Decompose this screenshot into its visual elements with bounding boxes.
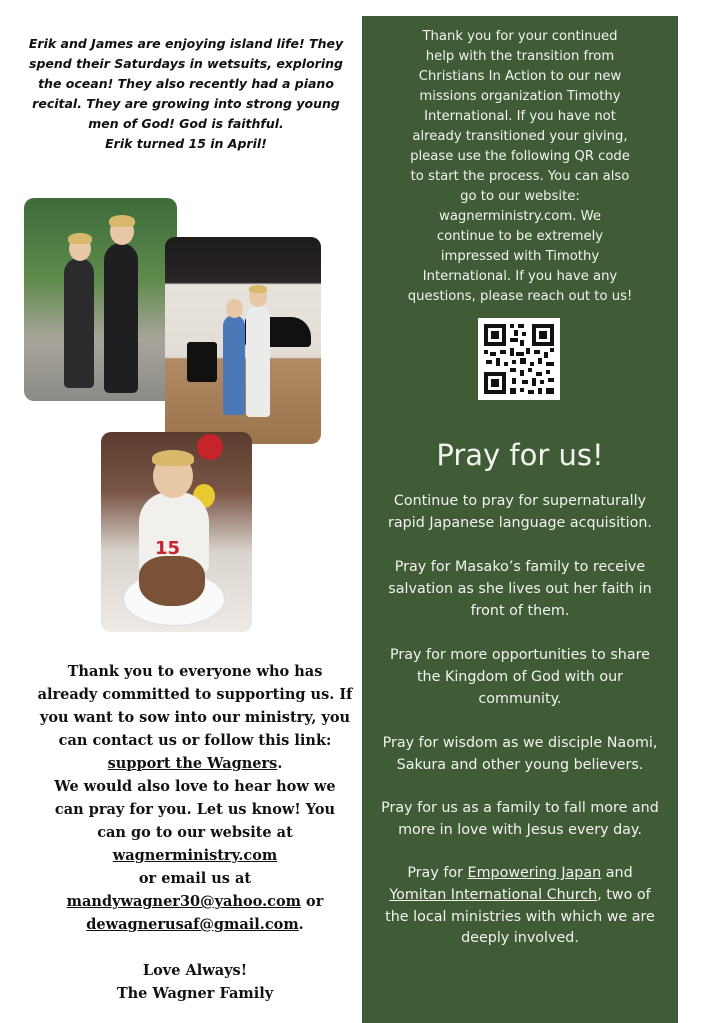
intro-line: Erik turned 15 in April! bbox=[105, 136, 267, 151]
prayer-line: deeply involved. bbox=[461, 930, 579, 947]
boy-head bbox=[226, 299, 243, 318]
prayer-item bbox=[366, 863, 674, 950]
thanks-line: International. If you have not bbox=[424, 109, 616, 124]
piano-bench bbox=[187, 342, 217, 382]
intro-line: the ocean! They also recently had a piano bbox=[38, 76, 334, 91]
boy-figure bbox=[104, 243, 138, 393]
prayer-line: the local ministries with which we are bbox=[385, 908, 655, 925]
thanks-line: impressed with Timothy bbox=[440, 249, 600, 264]
boy-hair bbox=[249, 285, 267, 293]
boy-hair bbox=[68, 233, 92, 244]
prayer-line: Pray for us as a family to fall more and bbox=[381, 800, 659, 816]
prayer-line: Pray for wisdom as we disciple Naomi, bbox=[382, 735, 658, 751]
thanks-text bbox=[366, 27, 674, 307]
signoff-line: Love Always! bbox=[142, 962, 248, 979]
thanks-line: International. If you have any bbox=[422, 269, 618, 284]
empowering-japan-link[interactable]: Empowering Japan bbox=[467, 865, 602, 881]
prayer-item bbox=[366, 491, 674, 535]
intro-line: men of God! God is faithful. bbox=[88, 116, 284, 131]
prayer-text: Pray for bbox=[407, 865, 468, 881]
thanks-line: please use the following QR code bbox=[410, 149, 630, 164]
email-link-dewagner[interactable]: dewagnerusaf@gmail.com bbox=[86, 916, 299, 933]
outro-line: can go to our website at bbox=[97, 824, 293, 841]
outro-line: you want to sow into our ministry, you bbox=[39, 709, 351, 726]
prayer-item bbox=[366, 798, 674, 842]
thanks-line: go to our website: bbox=[460, 189, 580, 204]
prayer-line: salvation as she lives out her faith in bbox=[388, 580, 652, 597]
recital-photo bbox=[165, 237, 321, 444]
punctuation: . bbox=[277, 755, 283, 772]
prayer-item bbox=[366, 557, 674, 622]
qr-code[interactable] bbox=[478, 318, 560, 400]
intro-line: recital. They are growing into strong young bbox=[32, 96, 340, 111]
cake bbox=[139, 556, 205, 606]
boy-figure bbox=[246, 305, 270, 417]
qr-code-icon bbox=[478, 318, 560, 400]
prayer-line: community. bbox=[478, 690, 562, 707]
outro-line: already committed to supporting us. If bbox=[37, 686, 353, 703]
thanks-line: already transitioned your giving, bbox=[412, 129, 628, 144]
boy-figure bbox=[64, 258, 94, 388]
thanks-line: wagnerministry.com. We bbox=[439, 209, 601, 224]
prayer-item bbox=[366, 645, 674, 710]
boy-figure bbox=[223, 315, 245, 415]
thanks-line: missions organization Timothy bbox=[419, 89, 621, 104]
prayer-line: Pray for more opportunities to share bbox=[390, 647, 650, 663]
thanks-line: help with the transition from bbox=[425, 49, 615, 64]
thanks-line: to start the process. You can also bbox=[410, 169, 630, 184]
wetsuits-photo bbox=[24, 198, 177, 401]
thanks-line: Thank you for your continued bbox=[422, 29, 618, 44]
prayer-line: the Kingdom of God with our bbox=[416, 668, 624, 685]
outro-line: can pray for you. Let us know! You bbox=[54, 801, 336, 818]
thanks-line: questions, please reach out to us! bbox=[407, 289, 633, 304]
or-text: or bbox=[300, 893, 324, 910]
intro-line: spend their Saturdays in wetsuits, exploring bbox=[29, 56, 343, 71]
cake-number-candle: 15 bbox=[155, 538, 181, 559]
pray-title: Pray for us! bbox=[436, 438, 604, 472]
boy-hair bbox=[109, 215, 135, 227]
prayer-line: Sakura and other young believers. bbox=[396, 756, 644, 773]
prayer-line: rapid Japanese language acquisition. bbox=[388, 514, 652, 531]
prayer-line: Pray for Masako’s family to receive bbox=[394, 559, 646, 575]
prayer-item bbox=[366, 733, 674, 777]
balloon-red bbox=[197, 434, 223, 460]
outro-line: Thank you to everyone who has bbox=[67, 663, 323, 680]
punctuation: . bbox=[298, 916, 304, 933]
prayer-text: and bbox=[601, 865, 633, 881]
thanks-line: continue to be extremely bbox=[436, 229, 604, 244]
yomitan-church-link[interactable]: Yomitan International Church bbox=[389, 886, 598, 903]
email-link-mandy[interactable]: mandywagner30@yahoo.com bbox=[66, 893, 301, 910]
prayer-line: more in love with Jesus every day. bbox=[398, 821, 642, 838]
outro-line: or email us at bbox=[138, 870, 252, 887]
website-link[interactable]: wagnerministry.com bbox=[112, 847, 278, 864]
signoff-name: The Wagner Family bbox=[116, 985, 274, 1002]
outro-line: can contact us or follow this link: bbox=[58, 732, 332, 749]
outro-line: We would also love to hear how we bbox=[54, 778, 336, 795]
prayer-line: front of them. bbox=[470, 602, 570, 619]
prayer-line: Continue to pray for supernaturally bbox=[393, 493, 647, 509]
thanks-line: Christians In Action to our new bbox=[418, 69, 622, 84]
outro-text bbox=[36, 660, 354, 1005]
boy-hair bbox=[152, 450, 194, 466]
birthday-photo bbox=[101, 432, 252, 632]
prayer-text: , two of bbox=[597, 886, 651, 903]
intro-line: Erik and James are enjoying island life! They bbox=[28, 36, 344, 51]
support-link[interactable]: support the Wagners bbox=[107, 755, 278, 772]
intro-text bbox=[26, 34, 346, 154]
